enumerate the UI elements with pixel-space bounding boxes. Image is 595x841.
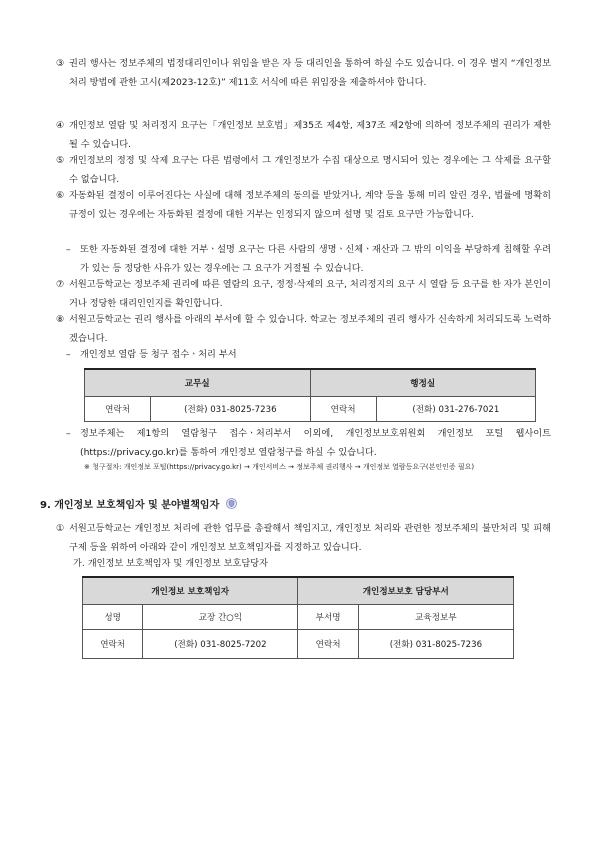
table-cell: 연락처 (85, 397, 151, 422)
privacy-badge-icon (226, 498, 237, 509)
table-cell: 교육정보부 (358, 605, 513, 630)
dash-marker: – (66, 244, 71, 255)
dash-text: 개인정보 열람 등 청구 접수ㆍ처리 부서 (80, 349, 237, 360)
paragraph-item-8 (56, 310, 551, 348)
item-number: ④ (56, 120, 65, 131)
table-header-cell: 개인정보 보호책임자 (83, 577, 298, 605)
paragraph-item-4 (56, 116, 551, 154)
table-cell: (전화) 031-8025-7236 (358, 630, 513, 659)
table-cell: 성명 (83, 605, 143, 630)
table-cell: (전화) 031-8025-7202 (143, 630, 298, 659)
section-title-text: 9. 개인정보 보호책임자 및 분야별책임자 (40, 500, 220, 511)
dash-text: 정보주체는 제1항의 열람청구 접수ㆍ처리부서 이외에, 개인정보보호위원회 개인정보 포털 웹사이트(https://privacy.go.kr)를 통하여 개인정보 열람청구를 하실 수 있습니다. (80, 428, 551, 458)
table-row (83, 605, 514, 630)
paragraph-item-3 (56, 54, 551, 92)
item-text: 자동화된 결정이 이루어진다는 사실에 대해 정보주체의 동의를 받았거나, 계약 등을 통해 미리 알린 경우, 법률에 명확히 규정이 있는 경우에는 자동화된 결정에 대한 거부는 인정되지 않으며 설명 및 검토 요구만 가능합니다. (69, 190, 551, 220)
paragraph-section9-item-1 (56, 519, 551, 557)
table-row (83, 630, 514, 659)
table-cell: 연락처 (83, 630, 143, 659)
dash-marker: – (66, 349, 71, 360)
table-cell: (전화) 031-8025-7236 (151, 397, 310, 422)
table-cell: 연락처 (310, 397, 376, 422)
item-text: 권리 행사는 정보주체의 법정대리인이나 위임을 받은 자 등 대리인을 통하여 하실 수도 있습니다. 이 경우 별지 “개인정보 처리 방법에 관한 고시(제2023-12호)” 제11호 서식에 따른 위임장을 제출하셔야 합니다. (69, 58, 551, 88)
item-number: ⑤ (56, 155, 65, 166)
item-number: ③ (56, 58, 65, 69)
paragraph-item-6 (56, 186, 551, 224)
item-text: 개인정보의 정정 및 삭제 요구는 다른 법령에서 그 개인정보가 수집 대상으로 명시되어 있는 경우에는 그 삭제를 요구할 수 없습니다. (69, 155, 551, 185)
item-text: 서원고등학교는 권리 행사를 아래의 부서에 할 수 있습니다. 학교는 정보주체의 권리 행사가 신속하게 처리되도록 노력하겠습니다. (69, 314, 551, 344)
item-number: ⑧ (56, 314, 65, 325)
paragraph-dash-3 (66, 424, 551, 462)
table-cell: (전화) 031-276-7021 (376, 397, 535, 422)
dash-marker: – (66, 428, 71, 439)
item-text: 서원고등학교는 정보주체 권리에 따른 열람의 요구, 정정·삭제의 요구, 처리정지의 요구 시 열람 등 요구를 한 자가 본인이거나 정당한 대리인인지를 확인합니다. (69, 279, 551, 309)
procedure-note: ※ 청구절차: 개인정보 포털(https://privacy.go.kr) → 개인서비스 → 정보주체 권리행사 → 개인정보 열람등요구(본인인증 필요) (84, 463, 475, 471)
table-cell: 교장 간○익 (143, 605, 298, 630)
dash-text: 또한 자동화된 결정에 대한 거부ㆍ설명 요구는 다른 사람의 생명ㆍ신체ㆍ재산과 그 밖의 이익을 부당하게 침해할 우려가 있는 등 정당한 사유가 있는 경우에는 그 요구가 거절될 수 있습니다. (80, 244, 551, 274)
privacy-officer-table (82, 576, 514, 659)
table-header-cell: 개인정보보호 담당부서 (298, 577, 514, 605)
paragraph-dash-1 (66, 240, 551, 278)
request-department-table (84, 368, 536, 422)
table-header-cell: 행정실 (310, 369, 536, 397)
item-number: ⑦ (56, 279, 65, 290)
paragraph-item-5 (56, 151, 551, 189)
section-title (40, 498, 237, 513)
item-number: ⑥ (56, 190, 65, 201)
table-cell: 연락처 (298, 630, 358, 659)
table-cell: 부서명 (298, 605, 358, 630)
item-number: ① (56, 523, 65, 534)
table-header-cell: 교무실 (85, 369, 311, 397)
paragraph-item-7 (56, 275, 551, 313)
paragraph-dash-2 (66, 345, 551, 364)
subsection-label: 가. 개인정보 보호책임자 및 개인정보 보호담당자 (73, 558, 269, 569)
table-row (85, 397, 536, 422)
item-text: 서원고등학교는 개인정보 처리에 관한 업무를 총괄해서 책임지고, 개인정보 처리와 관련한 정보주체의 불만처리 및 피해구제 등을 위하여 아래와 같이 개인정보 보호책임자를 지정하고 있습니다. (69, 523, 551, 553)
item-text: 개인정보 열람 및 처리정지 요구는「개인정보 보호법」제35조 제4항, 제37조 제2항에 의하여 정보주체의 권리가 제한 될 수 있습니다. (69, 120, 551, 150)
